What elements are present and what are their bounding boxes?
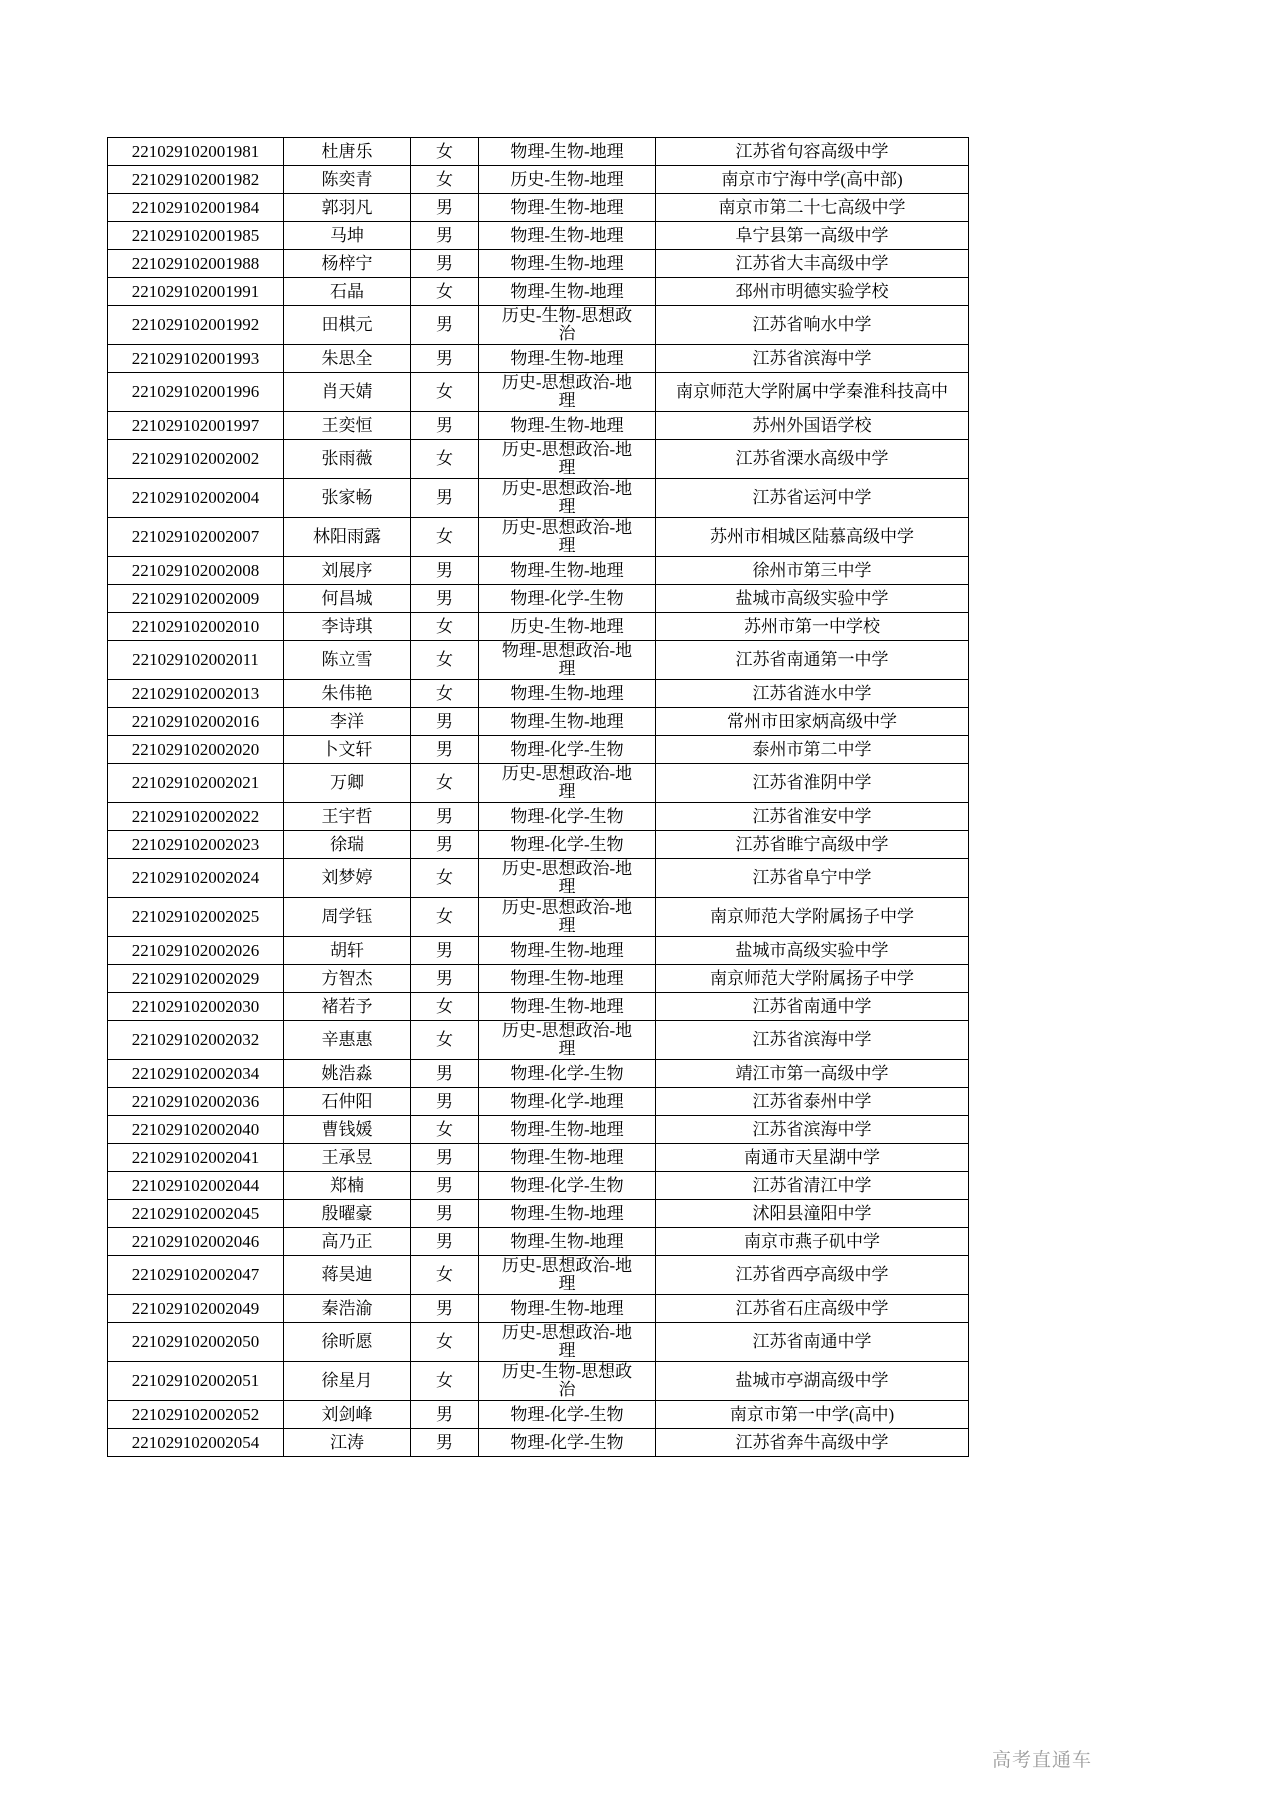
name-cell: 卜文轩 xyxy=(284,736,411,764)
table-row xyxy=(108,831,969,859)
gender-cell: 男 xyxy=(411,250,479,278)
gender-cell: 女 xyxy=(411,518,479,557)
table-row xyxy=(108,937,969,965)
subjects-cell: 物理-生物-地理 xyxy=(479,1228,656,1256)
school-cell: 江苏省奔牛高级中学 xyxy=(656,1429,969,1457)
gender-cell: 男 xyxy=(411,479,479,518)
subjects-cell: 历史-生物-思想政治 xyxy=(479,306,656,345)
school-cell: 南京市第二十七高级中学 xyxy=(656,194,969,222)
school-cell: 江苏省句容高级中学 xyxy=(656,138,969,166)
subjects-cell: 物理-生物-地理 xyxy=(479,965,656,993)
exam-id-cell: 221029102002026 xyxy=(108,937,284,965)
exam-id-cell: 221029102002034 xyxy=(108,1060,284,1088)
school-cell: 江苏省运河中学 xyxy=(656,479,969,518)
exam-id-cell: 221029102002044 xyxy=(108,1172,284,1200)
name-cell: 石晶 xyxy=(284,278,411,306)
gender-cell: 女 xyxy=(411,138,479,166)
school-cell: 江苏省淮安中学 xyxy=(656,803,969,831)
name-cell: 殷曜豪 xyxy=(284,1200,411,1228)
table-row xyxy=(108,166,969,194)
name-cell: 陈奕青 xyxy=(284,166,411,194)
name-cell: 石仲阳 xyxy=(284,1088,411,1116)
name-cell: 曹钱媛 xyxy=(284,1116,411,1144)
exam-id-cell: 221029102002007 xyxy=(108,518,284,557)
exam-id-cell: 221029102002010 xyxy=(108,613,284,641)
table-row xyxy=(108,138,969,166)
name-cell: 秦浩渝 xyxy=(284,1295,411,1323)
exam-id-cell: 221029102001993 xyxy=(108,345,284,373)
subjects-cell: 历史-思想政治-地理 xyxy=(479,440,656,479)
exam-id-cell: 221029102002030 xyxy=(108,993,284,1021)
exam-id-cell: 221029102002041 xyxy=(108,1144,284,1172)
table-row xyxy=(108,1200,969,1228)
school-cell: 泰州市第二中学 xyxy=(656,736,969,764)
name-cell: 高乃正 xyxy=(284,1228,411,1256)
table-row xyxy=(108,898,969,937)
school-cell: 江苏省睢宁高级中学 xyxy=(656,831,969,859)
exam-id-cell: 221029102002011 xyxy=(108,641,284,680)
subjects-cell: 物理-生物-地理 xyxy=(479,1295,656,1323)
exam-id-cell: 221029102002024 xyxy=(108,859,284,898)
table-row xyxy=(108,1228,969,1256)
gender-cell: 男 xyxy=(411,736,479,764)
exam-id-cell: 221029102002051 xyxy=(108,1362,284,1401)
subjects-cell: 物理-生物-地理 xyxy=(479,708,656,736)
exam-id-cell: 221029102001984 xyxy=(108,194,284,222)
subjects-cell: 物理-生物-地理 xyxy=(479,138,656,166)
gender-cell: 男 xyxy=(411,803,479,831)
exam-id-cell: 221029102002046 xyxy=(108,1228,284,1256)
exam-id-cell: 221029102001981 xyxy=(108,138,284,166)
subjects-cell: 物理-化学-生物 xyxy=(479,1429,656,1457)
table-row xyxy=(108,222,969,250)
table-row xyxy=(108,412,969,440)
gender-cell: 女 xyxy=(411,1362,479,1401)
name-cell: 胡轩 xyxy=(284,937,411,965)
exam-id-cell: 221029102001982 xyxy=(108,166,284,194)
subjects-cell: 物理-生物-地理 xyxy=(479,1200,656,1228)
school-cell: 沭阳县潼阳中学 xyxy=(656,1200,969,1228)
subjects-cell: 物理-生物-地理 xyxy=(479,194,656,222)
name-cell: 江涛 xyxy=(284,1429,411,1457)
subjects-cell: 物理-生物-地理 xyxy=(479,1116,656,1144)
table-row xyxy=(108,518,969,557)
subjects-cell: 历史-生物-地理 xyxy=(479,613,656,641)
table-row xyxy=(108,965,969,993)
subjects-cell: 历史-思想政治-地理 xyxy=(479,479,656,518)
school-cell: 江苏省南通第一中学 xyxy=(656,641,969,680)
name-cell: 刘展序 xyxy=(284,557,411,585)
subjects-cell: 物理-生物-地理 xyxy=(479,250,656,278)
subjects-cell: 历史-思想政治-地理 xyxy=(479,373,656,412)
table-row xyxy=(108,194,969,222)
table-row xyxy=(108,764,969,803)
name-cell: 王承昱 xyxy=(284,1144,411,1172)
name-cell: 姚浩淼 xyxy=(284,1060,411,1088)
school-cell: 江苏省大丰高级中学 xyxy=(656,250,969,278)
gender-cell: 男 xyxy=(411,1172,479,1200)
table-row xyxy=(108,1144,969,1172)
name-cell: 何昌城 xyxy=(284,585,411,613)
student-table xyxy=(107,137,969,1457)
gender-cell: 男 xyxy=(411,831,479,859)
table-row xyxy=(108,993,969,1021)
name-cell: 肖天婧 xyxy=(284,373,411,412)
table-row xyxy=(108,585,969,613)
school-cell: 苏州市第一中学校 xyxy=(656,613,969,641)
school-cell: 盐城市亭湖高级中学 xyxy=(656,1362,969,1401)
subjects-cell: 物理-生物-地理 xyxy=(479,680,656,708)
subjects-cell: 历史-生物-思想政治 xyxy=(479,1362,656,1401)
name-cell: 徐昕愿 xyxy=(284,1323,411,1362)
gender-cell: 男 xyxy=(411,1295,479,1323)
school-cell: 江苏省南通中学 xyxy=(656,1323,969,1362)
name-cell: 李诗琪 xyxy=(284,613,411,641)
table-row xyxy=(108,708,969,736)
exam-id-cell: 221029102001991 xyxy=(108,278,284,306)
table-row xyxy=(108,859,969,898)
school-cell: 南京市燕子矶中学 xyxy=(656,1228,969,1256)
subjects-cell: 物理-化学-生物 xyxy=(479,736,656,764)
school-cell: 徐州市第三中学 xyxy=(656,557,969,585)
school-cell: 江苏省西亭高级中学 xyxy=(656,1256,969,1295)
name-cell: 刘剑峰 xyxy=(284,1401,411,1429)
table-row xyxy=(108,479,969,518)
school-cell: 江苏省石庄高级中学 xyxy=(656,1295,969,1323)
school-cell: 南京市宁海中学(高中部) xyxy=(656,166,969,194)
table-row xyxy=(108,1116,969,1144)
table-row xyxy=(108,1295,969,1323)
school-cell: 南京师范大学附属扬子中学 xyxy=(656,898,969,937)
table-row xyxy=(108,278,969,306)
name-cell: 王奕恒 xyxy=(284,412,411,440)
name-cell: 朱思全 xyxy=(284,345,411,373)
gender-cell: 男 xyxy=(411,1429,479,1457)
name-cell: 朱伟艳 xyxy=(284,680,411,708)
watermark-text: 高考直通车 xyxy=(991,1750,1092,1771)
exam-id-cell: 221029102002045 xyxy=(108,1200,284,1228)
school-cell: 江苏省涟水中学 xyxy=(656,680,969,708)
name-cell: 林阳雨露 xyxy=(284,518,411,557)
school-cell: 江苏省响水中学 xyxy=(656,306,969,345)
exam-id-cell: 221029102002040 xyxy=(108,1116,284,1144)
school-cell: 江苏省滨海中学 xyxy=(656,1116,969,1144)
exam-id-cell: 221029102001996 xyxy=(108,373,284,412)
school-cell: 苏州市相城区陆慕高级中学 xyxy=(656,518,969,557)
table-row xyxy=(108,1323,969,1362)
school-cell: 苏州外国语学校 xyxy=(656,412,969,440)
table-row xyxy=(108,803,969,831)
gender-cell: 女 xyxy=(411,993,479,1021)
exam-id-cell: 221029102002050 xyxy=(108,1323,284,1362)
subjects-cell: 物理-思想政治-地理 xyxy=(479,641,656,680)
name-cell: 郭羽凡 xyxy=(284,194,411,222)
table-row xyxy=(108,736,969,764)
subjects-cell: 历史-思想政治-地理 xyxy=(479,859,656,898)
exam-id-cell: 221029102002025 xyxy=(108,898,284,937)
school-cell: 盐城市高级实验中学 xyxy=(656,937,969,965)
subjects-cell: 历史-思想政治-地理 xyxy=(479,764,656,803)
name-cell: 方智杰 xyxy=(284,965,411,993)
exam-id-cell: 221029102002008 xyxy=(108,557,284,585)
exam-id-cell: 221029102002020 xyxy=(108,736,284,764)
exam-id-cell: 221029102002029 xyxy=(108,965,284,993)
table-row xyxy=(108,306,969,345)
exam-id-cell: 221029102001985 xyxy=(108,222,284,250)
school-cell: 江苏省南通中学 xyxy=(656,993,969,1021)
exam-id-cell: 221029102002021 xyxy=(108,764,284,803)
exam-id-cell: 221029102001988 xyxy=(108,250,284,278)
school-cell: 江苏省溧水高级中学 xyxy=(656,440,969,479)
name-cell: 马坤 xyxy=(284,222,411,250)
school-cell: 南京师范大学附属扬子中学 xyxy=(656,965,969,993)
gender-cell: 男 xyxy=(411,306,479,345)
gender-cell: 女 xyxy=(411,1256,479,1295)
exam-id-cell: 221029102001997 xyxy=(108,412,284,440)
name-cell: 张雨薇 xyxy=(284,440,411,479)
table-row xyxy=(108,1060,969,1088)
gender-cell: 男 xyxy=(411,222,479,250)
school-cell: 南通市天星湖中学 xyxy=(656,1144,969,1172)
school-cell: 靖江市第一高级中学 xyxy=(656,1060,969,1088)
name-cell: 张家畅 xyxy=(284,479,411,518)
table-row xyxy=(108,373,969,412)
school-cell: 阜宁县第一高级中学 xyxy=(656,222,969,250)
subjects-cell: 历史-生物-地理 xyxy=(479,166,656,194)
gender-cell: 男 xyxy=(411,1200,479,1228)
subjects-cell: 物理-生物-地理 xyxy=(479,278,656,306)
table-row xyxy=(108,1088,969,1116)
table-row xyxy=(108,1401,969,1429)
name-cell: 万卿 xyxy=(284,764,411,803)
school-cell: 邳州市明德实验学校 xyxy=(656,278,969,306)
subjects-cell: 历史-思想政治-地理 xyxy=(479,898,656,937)
subjects-cell: 历史-思想政治-地理 xyxy=(479,1256,656,1295)
name-cell: 杨梓宁 xyxy=(284,250,411,278)
exam-id-cell: 221029102002002 xyxy=(108,440,284,479)
gender-cell: 女 xyxy=(411,278,479,306)
subjects-cell: 物理-化学-生物 xyxy=(479,1401,656,1429)
subjects-cell: 历史-思想政治-地理 xyxy=(479,1021,656,1060)
gender-cell: 女 xyxy=(411,764,479,803)
gender-cell: 男 xyxy=(411,1228,479,1256)
exam-id-cell: 221029102002047 xyxy=(108,1256,284,1295)
name-cell: 蒋昊迪 xyxy=(284,1256,411,1295)
table-row xyxy=(108,1172,969,1200)
gender-cell: 女 xyxy=(411,680,479,708)
gender-cell: 男 xyxy=(411,1088,479,1116)
table-row xyxy=(108,345,969,373)
table-row xyxy=(108,1429,969,1457)
subjects-cell: 物理-化学-地理 xyxy=(479,1088,656,1116)
school-cell: 江苏省清江中学 xyxy=(656,1172,969,1200)
exam-id-cell: 221029102002013 xyxy=(108,680,284,708)
gender-cell: 女 xyxy=(411,859,479,898)
name-cell: 周学钰 xyxy=(284,898,411,937)
school-cell: 江苏省泰州中学 xyxy=(656,1088,969,1116)
name-cell: 刘梦婷 xyxy=(284,859,411,898)
subjects-cell: 历史-思想政治-地理 xyxy=(479,1323,656,1362)
gender-cell: 男 xyxy=(411,412,479,440)
exam-id-cell: 221029102002036 xyxy=(108,1088,284,1116)
gender-cell: 女 xyxy=(411,373,479,412)
exam-id-cell: 221029102002004 xyxy=(108,479,284,518)
school-cell: 南京市第一中学(高中) xyxy=(656,1401,969,1429)
table-row xyxy=(108,1362,969,1401)
gender-cell: 男 xyxy=(411,937,479,965)
school-cell: 江苏省阜宁中学 xyxy=(656,859,969,898)
table-row xyxy=(108,250,969,278)
name-cell: 郑楠 xyxy=(284,1172,411,1200)
gender-cell: 男 xyxy=(411,1401,479,1429)
exam-id-cell: 221029102001992 xyxy=(108,306,284,345)
exam-id-cell: 221029102002022 xyxy=(108,803,284,831)
school-cell: 南京师范大学附属中学秦淮科技高中 xyxy=(656,373,969,412)
exam-id-cell: 221029102002052 xyxy=(108,1401,284,1429)
name-cell: 王宇哲 xyxy=(284,803,411,831)
name-cell: 辛惠惠 xyxy=(284,1021,411,1060)
gender-cell: 男 xyxy=(411,965,479,993)
table-row xyxy=(108,1021,969,1060)
gender-cell: 男 xyxy=(411,1144,479,1172)
subjects-cell: 物理-生物-地理 xyxy=(479,345,656,373)
exam-id-cell: 221029102002032 xyxy=(108,1021,284,1060)
subjects-cell: 物理-生物-地理 xyxy=(479,937,656,965)
gender-cell: 女 xyxy=(411,613,479,641)
table-row xyxy=(108,641,969,680)
subjects-cell: 物理-生物-地理 xyxy=(479,993,656,1021)
name-cell: 陈立雪 xyxy=(284,641,411,680)
subjects-cell: 物理-化学-生物 xyxy=(479,831,656,859)
student-table-body xyxy=(108,138,969,1457)
gender-cell: 女 xyxy=(411,898,479,937)
school-cell: 江苏省滨海中学 xyxy=(656,345,969,373)
exam-id-cell: 221029102002023 xyxy=(108,831,284,859)
exam-id-cell: 221029102002054 xyxy=(108,1429,284,1457)
gender-cell: 女 xyxy=(411,1323,479,1362)
table-row xyxy=(108,440,969,479)
table-row xyxy=(108,1256,969,1295)
name-cell: 田棋元 xyxy=(284,306,411,345)
table-row xyxy=(108,557,969,585)
subjects-cell: 物理-生物-地理 xyxy=(479,557,656,585)
subjects-cell: 物理-化学-生物 xyxy=(479,585,656,613)
subjects-cell: 物理-生物-地理 xyxy=(479,222,656,250)
gender-cell: 男 xyxy=(411,345,479,373)
subjects-cell: 物理-化学-生物 xyxy=(479,1172,656,1200)
subjects-cell: 物理-化学-生物 xyxy=(479,1060,656,1088)
gender-cell: 男 xyxy=(411,1060,479,1088)
school-cell: 江苏省滨海中学 xyxy=(656,1021,969,1060)
table-row xyxy=(108,680,969,708)
subjects-cell: 历史-思想政治-地理 xyxy=(479,518,656,557)
gender-cell: 男 xyxy=(411,708,479,736)
gender-cell: 男 xyxy=(411,557,479,585)
exam-id-cell: 221029102002049 xyxy=(108,1295,284,1323)
gender-cell: 女 xyxy=(411,641,479,680)
subjects-cell: 物理-化学-生物 xyxy=(479,803,656,831)
gender-cell: 男 xyxy=(411,585,479,613)
subjects-cell: 物理-生物-地理 xyxy=(479,1144,656,1172)
gender-cell: 女 xyxy=(411,440,479,479)
name-cell: 褚若予 xyxy=(284,993,411,1021)
gender-cell: 女 xyxy=(411,1021,479,1060)
table-row xyxy=(108,613,969,641)
exam-id-cell: 221029102002009 xyxy=(108,585,284,613)
exam-id-cell: 221029102002016 xyxy=(108,708,284,736)
school-cell: 江苏省淮阴中学 xyxy=(656,764,969,803)
school-cell: 常州市田家炳高级中学 xyxy=(656,708,969,736)
name-cell: 杜唐乐 xyxy=(284,138,411,166)
gender-cell: 女 xyxy=(411,1116,479,1144)
subjects-cell: 物理-生物-地理 xyxy=(479,412,656,440)
name-cell: 徐瑞 xyxy=(284,831,411,859)
name-cell: 徐星月 xyxy=(284,1362,411,1401)
gender-cell: 女 xyxy=(411,166,479,194)
name-cell: 李洋 xyxy=(284,708,411,736)
gender-cell: 男 xyxy=(411,194,479,222)
school-cell: 盐城市高级实验中学 xyxy=(656,585,969,613)
